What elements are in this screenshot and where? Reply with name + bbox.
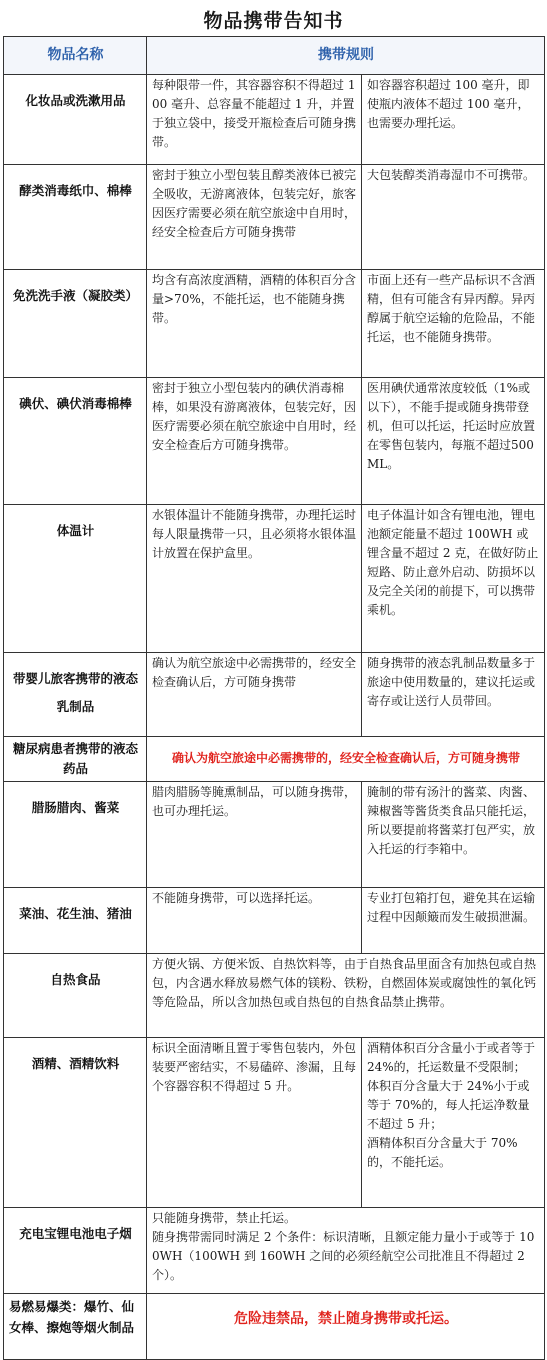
rule-cell-highlight: 确认为航空旅途中必需携带的，经安全检查确认后，方可随身携带	[147, 737, 545, 782]
rule-cell: 方便火锅、方便米饭、自热饮料等，由于自热食品里面含有加热包或自热包，内含遇水释放易燃气体的镁粉、铁粉，自燃固体炭或腐蚀性的氧化钙等危险品，所以含加热包或自热包的自热食品禁止携带。	[147, 954, 545, 1038]
table-row	[4, 954, 545, 1038]
rule-cell: 随身携带的液态乳制品数量多于旅途中使用数量的，建议托运或寄存或让送行人员带回。	[362, 653, 545, 737]
header-item-name: 物品名称	[4, 37, 147, 75]
rule-cell: 密封于独立小型包装且醇类液体已被完全吸收，无游离液体，包装完好，旅客因医疗需要必须在航空旅途中自用时，经安全检查后方可随身携带	[147, 165, 362, 270]
table-row	[4, 782, 545, 888]
rule-cell: 专业打包箱打包，避免其在运输过程中因颠簸而发生破损泄漏。	[362, 888, 545, 954]
rule-cell: 腊肉腊肠等腌熏制品，可以随身携带，也可办理托运。	[147, 782, 362, 888]
rule-cell: 腌制的带有汤汁的酱菜、肉酱、辣椒酱等酱货类食品只能托运，所以要提前将酱菜打包严实，放入托运的行李箱中。	[362, 782, 545, 888]
item-name: 自热食品	[4, 954, 147, 1038]
carry-rules-table	[3, 36, 545, 1360]
header-carry-rules: 携带规则	[147, 37, 545, 75]
rule-cell: 标识全面清晰且置于零售包装内，外包装要严密结实，不易磕碎、渗漏，且每个容器容积不得超过 5 升。	[147, 1038, 362, 1208]
item-name: 菜油、花生油、猪油	[4, 888, 147, 954]
rule-cell: 电子体温计如含有锂电池，锂电池额定能量不超过 100WH 或锂含量不超过 2 克，在做好防止短路、防止意外启动、防损坏以及完全关闭的前提下，可以携带乘机。	[362, 505, 545, 653]
table-row	[4, 737, 545, 782]
item-name: 免洗洗手液（凝胶类）	[4, 270, 147, 378]
rule-cell: 不能随身携带，可以选择托运。	[147, 888, 362, 954]
rule-cell: 水银体温计不能随身携带，办理托运时每人限量携带一只，且必须将水银体温计放置在保护盒里。	[147, 505, 362, 653]
item-name: 酒精、酒精饮料	[4, 1038, 147, 1208]
rule-line: 酒精体积百分含量大于 70%的，不能托运。	[367, 1136, 518, 1169]
table-row	[4, 165, 545, 270]
table-row	[4, 653, 545, 737]
rule-cell: 医用碘伏通常浓度较低（1%或以下），不能手提或随身携带登机，但可以托运，托运时应放置在零售包装内，每瓶不超过500ML。	[362, 378, 545, 505]
item-name: 糖尿病患者携带的液态药品	[4, 737, 147, 782]
rule-cell: 每种限带一件，其容器容积不得超过 100 毫升、总容量不能超过 1 升，并置于独立袋中，接受开瓶检查后可随身携带。	[147, 75, 362, 165]
rule-cell: 均含有高浓度酒精，酒精的体积百分含量>70%，不能托运，也不能随身携带。	[147, 270, 362, 378]
page-title: 物品携带告知书	[203, 10, 344, 32]
rule-cell-highlight: 危险违禁品，禁止随身携带或托运。	[147, 1294, 545, 1360]
rule-cell: 市面上还有一些产品标识不含酒精，但有可能含有异丙醇。异丙醇属于航空运输的危险品，不能托运，也不能随身携带。	[362, 270, 545, 378]
item-name: 化妆品或洗漱用品	[4, 75, 147, 165]
table-row	[4, 270, 545, 378]
table-row	[4, 1208, 545, 1294]
rule-cell: 如容器容积超过 100 毫升，即使瓶内液体不超过 100 毫升，也需要办理托运。	[362, 75, 545, 165]
item-name: 带婴儿旅客携带的液态乳制品	[4, 653, 147, 737]
table-row	[4, 505, 545, 653]
rule-line: 随身携带需同时满足 2 个条件：标识清晰，且额定能力量小于或等于 100WH（100WH 到 160WH 之间的必须经航空公司批准且不得超过 2 个）。	[152, 1230, 535, 1282]
rule-line: 酒精体积百分含量小于或者等于 24%的，托运数量不受限制；	[367, 1041, 536, 1074]
rule-line: 体积百分含量大于 24%小于或等于 70%的，每人托运净数量不超过 5 升；	[367, 1079, 530, 1131]
rule-cell	[147, 1208, 545, 1294]
rule-cell: 大包装醇类消毒湿巾不可携带。	[362, 165, 545, 270]
table-header-row	[4, 37, 545, 75]
rule-line: 只能随身携带，禁止托运。	[152, 1211, 297, 1225]
table-row	[4, 75, 545, 165]
rule-cell: 确认为航空旅途中必需携带的，经安全检查确认后，方可随身携带	[147, 653, 362, 737]
item-name: 体温计	[4, 505, 147, 653]
item-name: 易燃易爆类：爆竹、仙女棒、擦炮等烟火制品	[4, 1294, 147, 1360]
item-name: 腊肠腊肉、酱菜	[4, 782, 147, 888]
table-row	[4, 1294, 545, 1360]
item-name: 酵类消毒纸巾、棉棒	[4, 165, 147, 270]
table-row	[4, 1038, 545, 1208]
table-row	[4, 888, 545, 954]
rule-cell	[362, 1038, 545, 1208]
item-name: 碘伏、碘伏消毒棉棒	[4, 378, 147, 505]
item-name: 充电宝锂电池电子烟	[4, 1208, 147, 1294]
rule-cell: 密封于独立小型包装内的碘伏消毒棉棒，如果没有游离液体，包装完好，因医疗需要必须在航空旅途中自用时，经安全检查后方可随身携带。	[147, 378, 362, 505]
table-row	[4, 378, 545, 505]
